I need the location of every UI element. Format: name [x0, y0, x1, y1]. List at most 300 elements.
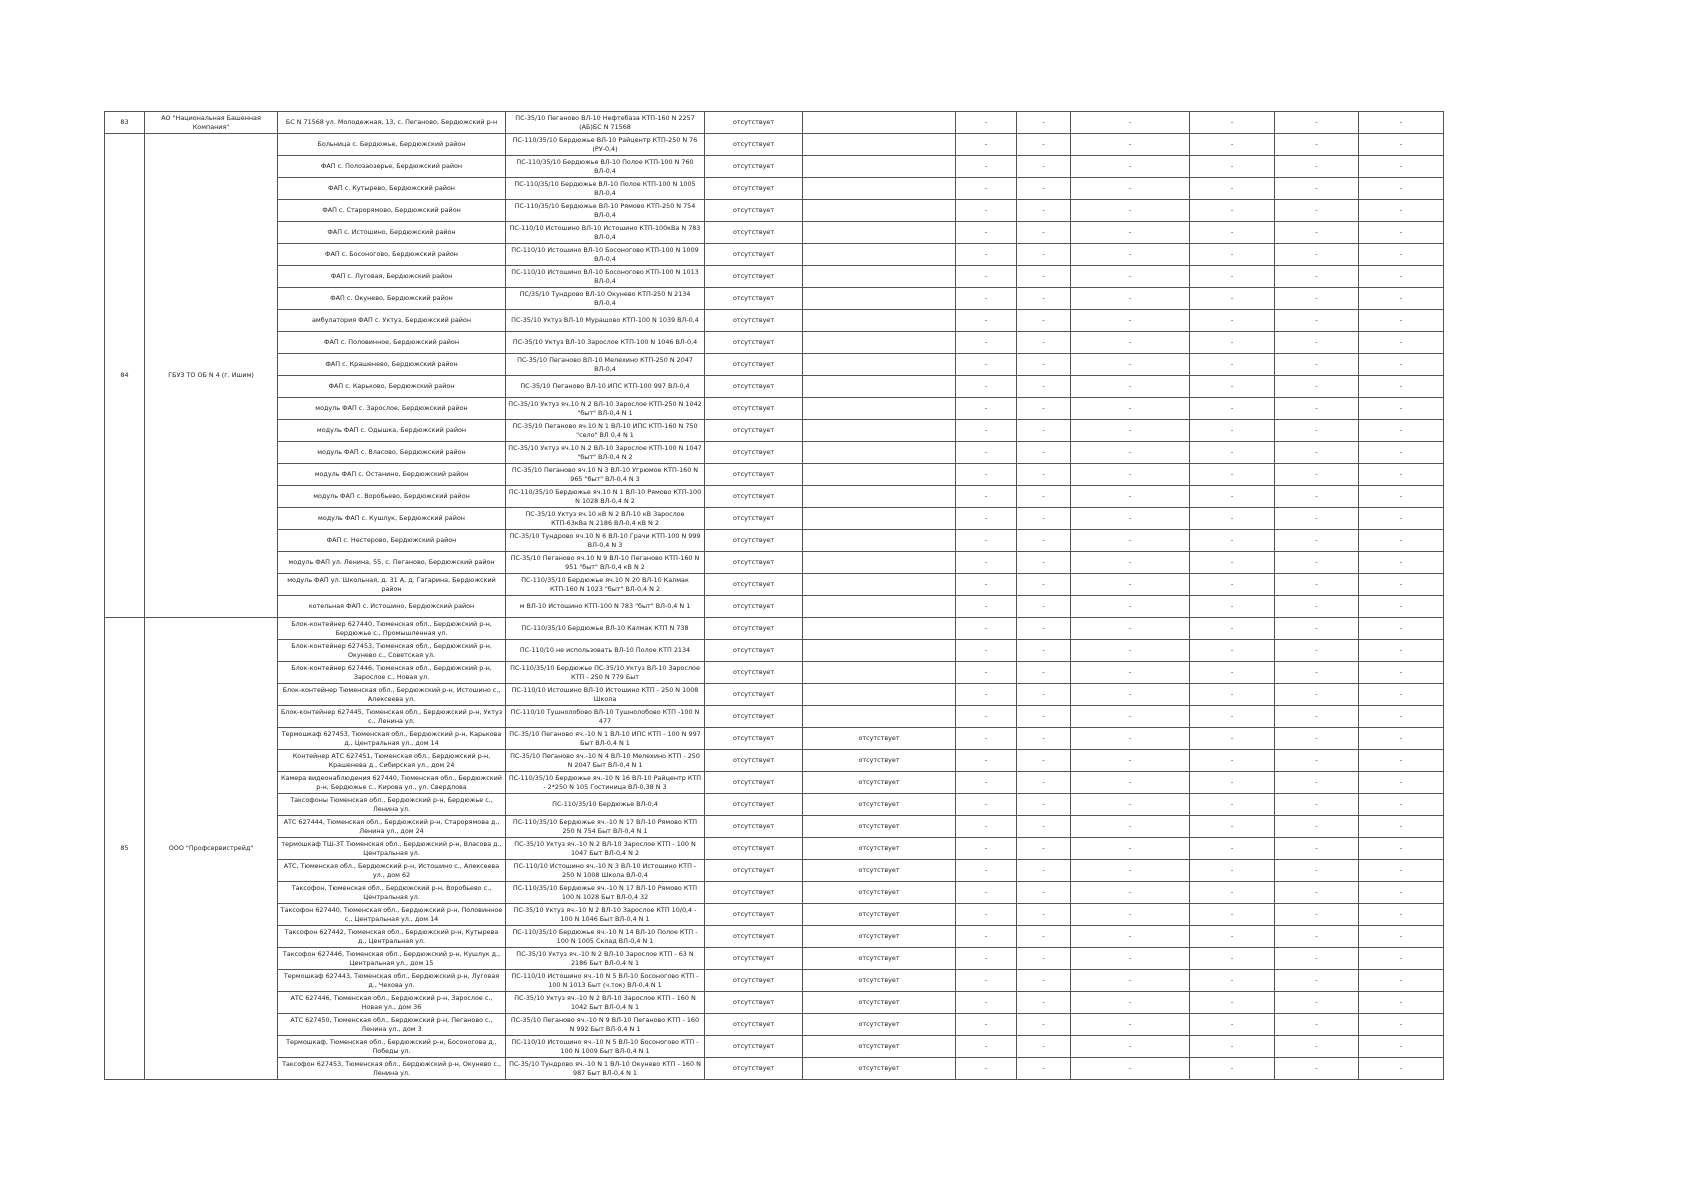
cell-status-b: [803, 266, 956, 288]
cell-status-a: отсутствует: [705, 288, 803, 310]
cell-col-g: -: [1071, 618, 1190, 640]
cell-col-g: -: [1071, 376, 1190, 398]
cell-col-e: -: [956, 794, 1017, 816]
cell-status-a: отсутствует: [705, 706, 803, 728]
cell-col-g: -: [1071, 772, 1190, 794]
cell-status-a: отсутствует: [705, 970, 803, 992]
cell-col-f: -: [1017, 508, 1071, 530]
cell-power-source: ПС-110/35/10 Бердюжье ВЛ-10 Рямово КТП-250 N 754 ВЛ-0,4: [506, 200, 705, 222]
cell-col-i: -: [1275, 662, 1359, 684]
cell-col-j: -: [1359, 486, 1444, 508]
cell-object: Таксофон 627440, Тюменская обл., Бердюжский р-н, Половинное с., Центральная ул., дом 14: [278, 904, 506, 926]
table-row: [105, 860, 1444, 882]
cell-col-f: -: [1017, 552, 1071, 574]
cell-status-b: [803, 618, 956, 640]
cell-status-a: отсутствует: [705, 596, 803, 618]
cell-col-j: -: [1359, 420, 1444, 442]
cell-power-source: ПС-35/10 Уктуз яч.10 N 2 ВЛ-10 Зарослое КТП-100 N 1047 "быт" ВЛ-0,4 N 2: [506, 442, 705, 464]
cell-col-i: -: [1275, 178, 1359, 200]
cell-col-i: -: [1275, 992, 1359, 1014]
cell-status-b: отсутствует: [803, 1036, 956, 1058]
cell-col-g: -: [1071, 222, 1190, 244]
cell-col-i: -: [1275, 772, 1359, 794]
cell-col-g: -: [1071, 178, 1190, 200]
cell-power-source: ПС-35/10 Пеганово яч.10 N 1 ВЛ-10 ИПС КТП-160 N 750 "село" ВЛ 0,4 N 1: [506, 420, 705, 442]
cell-col-e: -: [956, 244, 1017, 266]
cell-col-j: -: [1359, 552, 1444, 574]
cell-status-a: отсутствует: [705, 882, 803, 904]
table-row: [105, 486, 1444, 508]
cell-object: АТС 627446, Тюменская обл., Бердюжский р-н, Зарослое с., Новая ул., дом 36: [278, 992, 506, 1014]
cell-col-g: -: [1071, 398, 1190, 420]
cell-status-a: отсутствует: [705, 134, 803, 156]
cell-object: ФАП с. Кутырево, Бердюжский район: [278, 178, 506, 200]
cell-col-g: -: [1071, 838, 1190, 860]
cell-power-source: м ВЛ-10 Истошино КТП-100 N 783 "быт" ВЛ-0,4 N 1: [506, 596, 705, 618]
cell-col-j: -: [1359, 508, 1444, 530]
table-row: [105, 530, 1444, 552]
cell-power-source: ПС-110/10 Истошино ВЛ-10 Истошино КТП-100кВа N 783 ВЛ-0,4: [506, 222, 705, 244]
cell-status-a: отсутствует: [705, 244, 803, 266]
cell-col-j: -: [1359, 244, 1444, 266]
cell-col-i: -: [1275, 1058, 1359, 1080]
cell-col-j: -: [1359, 662, 1444, 684]
cell-col-h: -: [1190, 1058, 1275, 1080]
cell-col-f: -: [1017, 948, 1071, 970]
cell-col-j: -: [1359, 794, 1444, 816]
cell-col-h: -: [1190, 926, 1275, 948]
cell-status-b: отсутствует: [803, 948, 956, 970]
table-row: [105, 112, 1444, 134]
table-row: [105, 420, 1444, 442]
cell-col-h: -: [1190, 684, 1275, 706]
cell-status-b: отсутствует: [803, 860, 956, 882]
cell-power-source: ПС-35/10 Уктуз ВЛ-10 Зарослое КТП-100 N 1046 ВЛ-0,4: [506, 332, 705, 354]
cell-col-i: -: [1275, 530, 1359, 552]
cell-power-source: ПС-110/35/10 Бердюжье яч.-10 N 16 ВЛ-10 Райцентр КТП - 2*250 N 105 Гостиница ВЛ-0,38 N 3: [506, 772, 705, 794]
cell-col-j: -: [1359, 728, 1444, 750]
cell-col-f: -: [1017, 288, 1071, 310]
table-row: [105, 134, 1444, 156]
cell-col-h: -: [1190, 222, 1275, 244]
cell-power-source: ПС-110/10 Тушнолобово ВЛ-10 Тушнолобово КТП -100 N 477: [506, 706, 705, 728]
cell-object: ФАП с. Босоногово, Бердюжский район: [278, 244, 506, 266]
cell-col-g: -: [1071, 970, 1190, 992]
cell-col-i: -: [1275, 332, 1359, 354]
cell-col-h: -: [1190, 178, 1275, 200]
cell-col-i: -: [1275, 618, 1359, 640]
cell-power-source: ПС-110/35/10 Бердюжье ВЛ-10 Полое КТП-100 N 1005 ВЛ-0,4: [506, 178, 705, 200]
cell-status-a: отсутствует: [705, 156, 803, 178]
cell-col-f: -: [1017, 1058, 1071, 1080]
cell-col-i: -: [1275, 288, 1359, 310]
cell-col-j: -: [1359, 596, 1444, 618]
cell-col-f: -: [1017, 596, 1071, 618]
cell-status-b: [803, 574, 956, 596]
cell-col-g: -: [1071, 442, 1190, 464]
table-row: [105, 882, 1444, 904]
cell-col-h: -: [1190, 156, 1275, 178]
cell-col-j: -: [1359, 464, 1444, 486]
cell-object: термошкаф ТШ-3Т Тюменская обл., Бердюжский р-н, Власова д., Центральная ул.: [278, 838, 506, 860]
cell-col-j: -: [1359, 618, 1444, 640]
cell-col-j: -: [1359, 948, 1444, 970]
table-row: [105, 948, 1444, 970]
cell-col-i: -: [1275, 354, 1359, 376]
cell-col-g: -: [1071, 904, 1190, 926]
cell-status-b: [803, 662, 956, 684]
cell-col-j: -: [1359, 640, 1444, 662]
table-row: [105, 552, 1444, 574]
cell-col-j: -: [1359, 684, 1444, 706]
cell-col-i: -: [1275, 728, 1359, 750]
cell-col-f: -: [1017, 728, 1071, 750]
cell-col-h: -: [1190, 200, 1275, 222]
cell-power-source: ПС-110/10 не использовать ВЛ-10 Полое КТП 2134: [506, 640, 705, 662]
cell-power-source: ПС-35/10 Уктуз яч.10 N 2 ВЛ-10 Зарослое КТП-250 N 1042 "быт" ВЛ-0,4 N 1: [506, 398, 705, 420]
table-row: [105, 684, 1444, 706]
cell-col-f: -: [1017, 376, 1071, 398]
table-row: [105, 992, 1444, 1014]
cell-col-e: -: [956, 266, 1017, 288]
table-row: [105, 970, 1444, 992]
cell-object: Больница с. Бердюжье, Бердюжский район: [278, 134, 506, 156]
cell-col-e: -: [956, 178, 1017, 200]
cell-status-b: отсутствует: [803, 1058, 956, 1080]
cell-status-a: отсутствует: [705, 310, 803, 332]
cell-col-j: -: [1359, 112, 1444, 134]
table-row: [105, 332, 1444, 354]
cell-object: Таксофон, Тюменская обл., Бердюжский р-н, Воробьево с., Центральная ул.: [278, 882, 506, 904]
cell-status-a: отсутствует: [705, 552, 803, 574]
cell-status-b: [803, 596, 956, 618]
cell-col-f: -: [1017, 992, 1071, 1014]
cell-power-source: ПС-110/35/10 Бердюжье ПС-35/10 Уктуз ВЛ-10 Зарослое КТП - 250 N 779 Быт: [506, 662, 705, 684]
cell-col-j: -: [1359, 310, 1444, 332]
cell-col-e: -: [956, 772, 1017, 794]
table-row: [105, 442, 1444, 464]
cell-col-f: -: [1017, 662, 1071, 684]
cell-object: амбулатория ФАП с. Уктуз, Бердюжский район: [278, 310, 506, 332]
cell-status-b: отсутствует: [803, 794, 956, 816]
cell-col-j: -: [1359, 178, 1444, 200]
cell-col-f: -: [1017, 112, 1071, 134]
cell-col-g: -: [1071, 728, 1190, 750]
cell-col-e: -: [956, 596, 1017, 618]
cell-col-i: -: [1275, 882, 1359, 904]
cell-col-j: -: [1359, 398, 1444, 420]
cell-status-a: отсутствует: [705, 948, 803, 970]
cell-col-h: -: [1190, 134, 1275, 156]
cell-col-e: -: [956, 112, 1017, 134]
cell-col-e: -: [956, 1058, 1017, 1080]
cell-col-h: -: [1190, 398, 1275, 420]
cell-object: ФАП с. Полозаозерье, Бердюжский район: [278, 156, 506, 178]
cell-col-j: -: [1359, 1058, 1444, 1080]
cell-power-source: ПС-35/10 Уктуз яч.-10 N 2 ВЛ-10 Зарослое КТП - 160 N 1042 Быт ВЛ-0,4 N 1: [506, 992, 705, 1014]
cell-object: Камера видеонаблюдения 627440, Тюменская обл., Бердюжский р-н, Бердюжье с., Кирова ул., ул. Свердлова: [278, 772, 506, 794]
cell-power-source: ПС-35/10 Пеганово яч.10 N 3 ВЛ-10 Угрюмое КТП-160 N 965 "быт" ВЛ-0,4 N 3: [506, 464, 705, 486]
cell-col-g: -: [1071, 596, 1190, 618]
table-row: [105, 244, 1444, 266]
table-row: [105, 772, 1444, 794]
cell-power-source: ПС-110/35/10 Бердюжье ВЛ-10 Райцентр КТП-250 N 76 (РУ-0,4): [506, 134, 705, 156]
cell-col-g: -: [1071, 310, 1190, 332]
cell-col-f: -: [1017, 926, 1071, 948]
cell-status-a: отсутствует: [705, 816, 803, 838]
cell-col-j: -: [1359, 838, 1444, 860]
row-number: 83: [105, 112, 145, 134]
cell-col-g: -: [1071, 552, 1190, 574]
cell-col-f: -: [1017, 222, 1071, 244]
cell-col-e: -: [956, 398, 1017, 420]
cell-power-source: ПС-110/10 Истошино яч.-10 N 5 ВЛ-10 Босоногово КТП - 100 N 1013 Быт (ч.ток) ВЛ-0,4 N 1: [506, 970, 705, 992]
cell-col-h: -: [1190, 596, 1275, 618]
cell-col-i: -: [1275, 640, 1359, 662]
cell-col-g: -: [1071, 860, 1190, 882]
cell-col-j: -: [1359, 354, 1444, 376]
cell-col-e: -: [956, 222, 1017, 244]
cell-status-a: отсутствует: [705, 530, 803, 552]
cell-status-a: отсутствует: [705, 398, 803, 420]
cell-object: ФАП с. Старорямово, Бердюжский район: [278, 200, 506, 222]
cell-col-h: -: [1190, 618, 1275, 640]
cell-col-j: -: [1359, 442, 1444, 464]
cell-status-b: [803, 244, 956, 266]
table-row: [105, 904, 1444, 926]
cell-col-e: -: [956, 992, 1017, 1014]
cell-object: Блок-контейнер 627445, Тюменская обл., Бердюжский р-н, Уктуз с., Ленина ул.: [278, 706, 506, 728]
cell-col-e: -: [956, 310, 1017, 332]
cell-power-source: ПС-110/10 Истошино яч.-10 N 5 ВЛ-10 Босоногово КТП - 100 N 1009 Быт ВЛ-0,4 N 1: [506, 1036, 705, 1058]
cell-status-b: отсутствует: [803, 772, 956, 794]
cell-col-g: -: [1071, 794, 1190, 816]
table-row: [105, 464, 1444, 486]
cell-col-f: -: [1017, 574, 1071, 596]
cell-col-j: -: [1359, 1014, 1444, 1036]
cell-status-b: [803, 530, 956, 552]
cell-col-i: -: [1275, 112, 1359, 134]
cell-col-e: -: [956, 156, 1017, 178]
cell-col-h: -: [1190, 750, 1275, 772]
cell-power-source: ПС-110/35/10 Бердюжье яч.-10 N 17 ВЛ-10 Рямово КТП 250 N 754 Быт ВЛ-0,4 N 1: [506, 816, 705, 838]
cell-col-i: -: [1275, 486, 1359, 508]
table-row: [105, 200, 1444, 222]
cell-object: ФАП с. Крашенево, Бердюжский район: [278, 354, 506, 376]
cell-object: БС N 71568 ул. Молодежная, 13, с. Пеганово, Бердюжский р-н: [278, 112, 506, 134]
cell-col-g: -: [1071, 486, 1190, 508]
cell-power-source: ПС-35/10 Уктуз ВЛ-10 Мурашово КТП-100 N 1039 ВЛ-0,4: [506, 310, 705, 332]
cell-col-f: -: [1017, 684, 1071, 706]
cell-status-a: отсутствует: [705, 376, 803, 398]
cell-col-g: -: [1071, 530, 1190, 552]
cell-col-j: -: [1359, 332, 1444, 354]
cell-col-i: -: [1275, 552, 1359, 574]
cell-status-b: [803, 178, 956, 200]
cell-power-source: ПС-35/10 Пеганово яч.-10 N 9 ВЛ-10 Пеганово КТП - 160 N 992 Быт ВЛ-0,4 N 1: [506, 1014, 705, 1036]
cell-col-f: -: [1017, 354, 1071, 376]
cell-col-h: -: [1190, 486, 1275, 508]
cell-col-g: -: [1071, 134, 1190, 156]
cell-status-b: отсутствует: [803, 816, 956, 838]
cell-col-f: -: [1017, 442, 1071, 464]
cell-status-a: отсутствует: [705, 332, 803, 354]
cell-power-source: ПС-35/10 Пеганово яч.10 N 9 ВЛ-10 Пеганово КТП-160 N 951 "быт" ВЛ-0,4 кВ N 2: [506, 552, 705, 574]
table-row: [105, 816, 1444, 838]
cell-col-e: -: [956, 618, 1017, 640]
cell-col-h: -: [1190, 508, 1275, 530]
cell-power-source: ПС-110/35/10 Бердюжье яч.-10 N 17 ВЛ-10 Рямово КТП 100 N 1028 Быт ВЛ-0,4 32: [506, 882, 705, 904]
cell-col-g: -: [1071, 420, 1190, 442]
cell-col-h: -: [1190, 860, 1275, 882]
cell-object: Таксофон 627442, Тюменская обл., Бердюжский р-н, Кутырева д., Центральная ул.: [278, 926, 506, 948]
cell-col-h: -: [1190, 464, 1275, 486]
cell-col-g: -: [1071, 1014, 1190, 1036]
cell-power-source: ПС-35/10 Уктуз яч.-10 N 2 ВЛ-10 Зарослое КТП - 100 N 1047 Быт ВЛ-0,4 N 2: [506, 838, 705, 860]
cell-status-b: [803, 332, 956, 354]
cell-col-f: -: [1017, 178, 1071, 200]
cell-col-h: -: [1190, 772, 1275, 794]
table-row: [105, 508, 1444, 530]
cell-status-a: отсутствует: [705, 222, 803, 244]
cell-object: модуль ФАП с. Останино, Бердюжский район: [278, 464, 506, 486]
cell-status-b: [803, 486, 956, 508]
cell-power-source: ПС-35/10 Тундрово яч.10 N 6 ВЛ-10 Грачи КТП-100 N 999 ВЛ-0,4 N 3: [506, 530, 705, 552]
data-table: [104, 111, 1444, 1080]
cell-object: АТС, Тюменская обл., Бердюжский р-н, Истошино с., Алексеева ул., дом 62: [278, 860, 506, 882]
table-row: [105, 662, 1444, 684]
cell-col-e: -: [956, 486, 1017, 508]
cell-col-e: -: [956, 464, 1017, 486]
cell-status-a: отсутствует: [705, 1036, 803, 1058]
cell-col-e: -: [956, 882, 1017, 904]
cell-status-a: отсутствует: [705, 508, 803, 530]
cell-object: модуль ФАП с. Одышка, Бердюжский район: [278, 420, 506, 442]
cell-power-source: ПС-110/10 Истошино яч.-10 N 3 ВЛ-10 Истошино КТП - 250 N 1008 Школа ВЛ-0,4: [506, 860, 705, 882]
table-row: [105, 706, 1444, 728]
cell-status-b: [803, 398, 956, 420]
cell-col-i: -: [1275, 1014, 1359, 1036]
cell-col-e: -: [956, 662, 1017, 684]
cell-col-g: -: [1071, 244, 1190, 266]
cell-col-g: -: [1071, 816, 1190, 838]
table-row: [105, 1058, 1444, 1080]
cell-col-j: -: [1359, 266, 1444, 288]
cell-col-e: -: [956, 530, 1017, 552]
table-row: [105, 1036, 1444, 1058]
organization-name: АО "Национальная Башенная Компания": [145, 112, 278, 134]
cell-col-e: -: [956, 816, 1017, 838]
cell-col-e: -: [956, 552, 1017, 574]
cell-power-source: ПС-110/35/10 Бердюжье ВЛ-10 Калмак КТП N 738: [506, 618, 705, 640]
cell-status-b: отсутствует: [803, 728, 956, 750]
cell-object: модуль ФАП с. Зарослое, Бердюжский район: [278, 398, 506, 420]
cell-status-b: отсутствует: [803, 970, 956, 992]
cell-status-a: отсутствует: [705, 354, 803, 376]
cell-object: Контейнер АТС 627451, Тюменская обл., Бердюжский р-н, Крашенева д., Сибирская ул., дом 24: [278, 750, 506, 772]
row-number: 85: [105, 618, 145, 1080]
cell-col-e: -: [956, 1036, 1017, 1058]
cell-status-b: [803, 442, 956, 464]
cell-col-e: -: [956, 420, 1017, 442]
cell-col-j: -: [1359, 926, 1444, 948]
cell-col-f: -: [1017, 134, 1071, 156]
cell-col-h: -: [1190, 552, 1275, 574]
cell-status-b: отсутствует: [803, 992, 956, 1014]
cell-col-e: -: [956, 354, 1017, 376]
table-row: [105, 574, 1444, 596]
cell-status-a: отсутствует: [705, 640, 803, 662]
cell-col-h: -: [1190, 838, 1275, 860]
cell-col-h: -: [1190, 354, 1275, 376]
cell-status-b: [803, 134, 956, 156]
cell-col-i: -: [1275, 442, 1359, 464]
cell-col-e: -: [956, 860, 1017, 882]
cell-col-f: -: [1017, 530, 1071, 552]
cell-col-i: -: [1275, 310, 1359, 332]
cell-col-h: -: [1190, 992, 1275, 1014]
cell-col-g: -: [1071, 750, 1190, 772]
cell-status-b: [803, 464, 956, 486]
cell-object: модуль ФАП ул. Ленина, 55, с. Пеганово, Бердюжский район: [278, 552, 506, 574]
cell-status-b: [803, 420, 956, 442]
row-number: 84: [105, 134, 145, 618]
cell-col-g: -: [1071, 266, 1190, 288]
cell-status-a: отсутствует: [705, 838, 803, 860]
table-row: [105, 1014, 1444, 1036]
cell-col-g: -: [1071, 706, 1190, 728]
cell-col-j: -: [1359, 1036, 1444, 1058]
cell-col-j: -: [1359, 860, 1444, 882]
cell-col-e: -: [956, 508, 1017, 530]
cell-col-e: -: [956, 948, 1017, 970]
cell-object: ФАП с. Луговая, Бердюжский район: [278, 266, 506, 288]
cell-col-g: -: [1071, 948, 1190, 970]
cell-col-e: -: [956, 640, 1017, 662]
cell-power-source: ПС/35/10 Тундрово ВЛ-10 Окунево КТП-250 N 2134 ВЛ-0,4: [506, 288, 705, 310]
cell-col-f: -: [1017, 1014, 1071, 1036]
cell-status-b: [803, 156, 956, 178]
cell-col-h: -: [1190, 882, 1275, 904]
cell-object: Блок-контейнер 627446, Тюменская обл., Бердюжский р-н, Зарослое с., Новая ул.: [278, 662, 506, 684]
cell-col-h: -: [1190, 266, 1275, 288]
cell-status-a: отсутствует: [705, 992, 803, 1014]
cell-power-source: ПС-35/10 Пеганово ВЛ-10 ИПС КТП-100 997 ВЛ-0,4: [506, 376, 705, 398]
table-row: [105, 398, 1444, 420]
cell-status-b: [803, 288, 956, 310]
cell-object: Таксофоны Тюменская обл., Бердюжский р-н, Бердюжье с., Ленина ул.: [278, 794, 506, 816]
cell-power-source: ПС-35/10 Пеганово ВЛ-10 Мелехино КТП-250 N 2047 ВЛ-0,4: [506, 354, 705, 376]
cell-col-j: -: [1359, 288, 1444, 310]
cell-status-b: [803, 640, 956, 662]
cell-col-j: -: [1359, 574, 1444, 596]
cell-col-f: -: [1017, 772, 1071, 794]
cell-power-source: ПС-35/10 Пеганово ВЛ-10 Нефтебаза КТП-160 N 2257 (АБ)БС N 71568: [506, 112, 705, 134]
table-row: [105, 640, 1444, 662]
cell-status-b: [803, 376, 956, 398]
cell-power-source: ПС-110/10 Истошино ВЛ-10 Босоногово КТП-100 N 1009 ВЛ-0,4: [506, 244, 705, 266]
table-row: [105, 838, 1444, 860]
cell-col-e: -: [956, 332, 1017, 354]
cell-col-e: -: [956, 706, 1017, 728]
cell-col-i: -: [1275, 684, 1359, 706]
cell-col-g: -: [1071, 662, 1190, 684]
cell-status-b: [803, 310, 956, 332]
cell-status-b: [803, 508, 956, 530]
cell-status-b: [803, 222, 956, 244]
table-row: [105, 156, 1444, 178]
cell-col-e: -: [956, 904, 1017, 926]
